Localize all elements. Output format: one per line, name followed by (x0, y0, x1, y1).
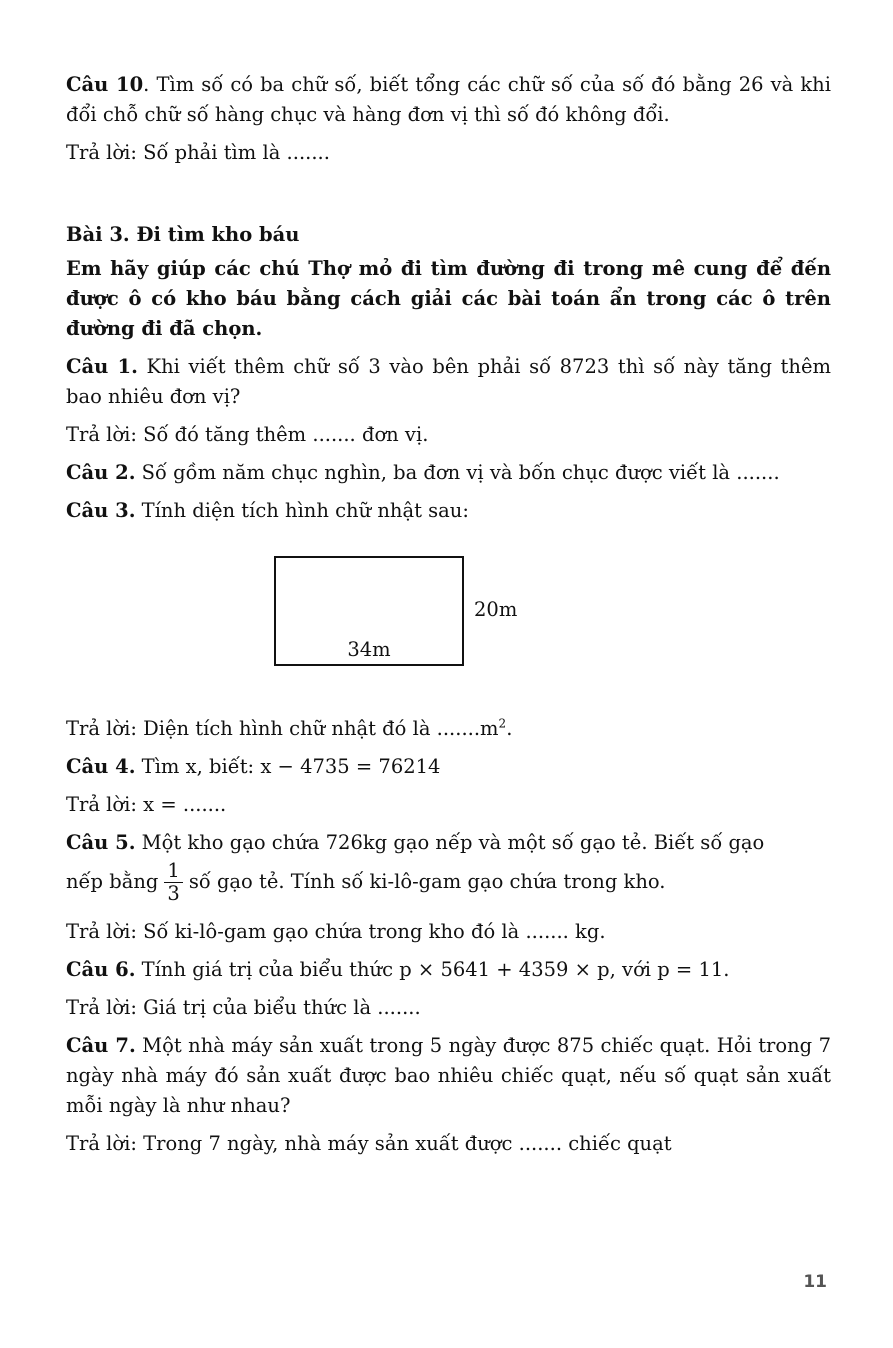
question-1-answer: Trả lời: Số đó tăng thêm ....... đơn vị. (66, 423, 429, 446)
page-content (66, 70, 831, 1167)
question-6-answer: Trả lời: Giá trị của biểu thức là ....... (66, 996, 421, 1019)
rectangle-height-label: 20m (474, 598, 518, 621)
rectangle-shape (274, 556, 464, 666)
question-5-label: Câu 5. (66, 831, 136, 854)
question-1-label: Câu 1. (66, 355, 138, 378)
question-2-text: Số gồm năm chục nghìn, ba đơn vị và bốn chục được viết là ....... (135, 461, 780, 484)
question-6-text: Tính giá trị của biểu thức p × 5641 + 4359 × p, với p = 11. (135, 958, 730, 981)
question-1-text: Khi viết thêm chữ số 3 vào bên phải số 8723 thì số này tăng thêm bao nhiêu đơn vị? (66, 355, 831, 408)
question-2 (66, 458, 831, 488)
fraction-denominator: 3 (167, 882, 180, 905)
question-6-label: Câu 6. (66, 958, 136, 981)
question-7-label: Câu 7. (66, 1034, 136, 1057)
question-5 (66, 828, 831, 858)
question-5-line-2 (66, 860, 831, 905)
question-10-answer: Trả lời: Số phải tìm là ....... (66, 141, 330, 164)
question-3-text: Tính diện tích hình chữ nhật sau: (135, 499, 469, 522)
question-4 (66, 752, 831, 782)
fraction-numerator: 1 (164, 860, 182, 883)
rectangle-figure (66, 534, 831, 714)
question-3 (66, 496, 831, 526)
section-title: Bài 3. Đi tìm kho báu (66, 223, 300, 246)
question-3-label: Câu 3. (66, 499, 136, 522)
question-3-answer-text: Trả lời: Diện tích hình chữ nhật đó là .......m (66, 717, 499, 740)
question-5-text-before-fraction: nếp bằng (66, 870, 159, 893)
question-6 (66, 955, 831, 985)
question-1 (66, 352, 831, 412)
question-10-text: . Tìm số có ba chữ số, biết tổng các chữ số của số đó bằng 26 và khi đổi chỗ chữ số hàng chục và hàng đơn vị thì số đó không đổi. (66, 73, 831, 126)
question-10 (66, 70, 831, 130)
question-7 (66, 1031, 831, 1121)
question-2-label: Câu 2. (66, 461, 136, 484)
question-10-label: Câu 10 (66, 73, 144, 96)
question-3-answer-end: . (506, 717, 513, 740)
question-5-answer: Trả lời: Số ki-lô-gam gạo chứa trong kho đó là ....... kg. (66, 920, 606, 943)
question-5-text-after-fraction: số gạo tẻ. Tính số ki-lô-gam gạo chứa trong kho. (188, 870, 666, 893)
question-4-text: Tìm x, biết: x − 4735 = 76214 (135, 755, 441, 778)
rectangle-width-label: 34m (347, 638, 391, 661)
square-exponent: 2 (498, 716, 507, 731)
section-intro: Em hãy giúp các chú Thợ mỏ đi tìm đường đi trong mê cung để đến được ô có kho báu bằng cách giải các bài toán ẩn trong các ô trên đường đi đã chọn. (66, 257, 831, 340)
question-4-answer: Trả lời: x = ....... (66, 793, 227, 816)
question-4-label: Câu 4. (66, 755, 136, 778)
question-3-answer (66, 714, 831, 744)
page-number: 11 (803, 1272, 827, 1292)
question-5-text: Một kho gạo chứa 726kg gạo nếp và một số gạo tẻ. Biết số gạo (135, 831, 765, 854)
fraction-one-third (164, 860, 182, 905)
question-7-text: Một nhà máy sản xuất trong 5 ngày được 875 chiếc quạt. Hỏi trong 7 ngày nhà máy đó sản xuất được bao nhiêu chiếc quạt, nếu số quạt sản xuất mỗi ngày là như nhau? (66, 1034, 832, 1117)
question-7-answer: Trả lời: Trong 7 ngày, nhà máy sản xuất được ....... chiếc quạt (66, 1132, 672, 1155)
